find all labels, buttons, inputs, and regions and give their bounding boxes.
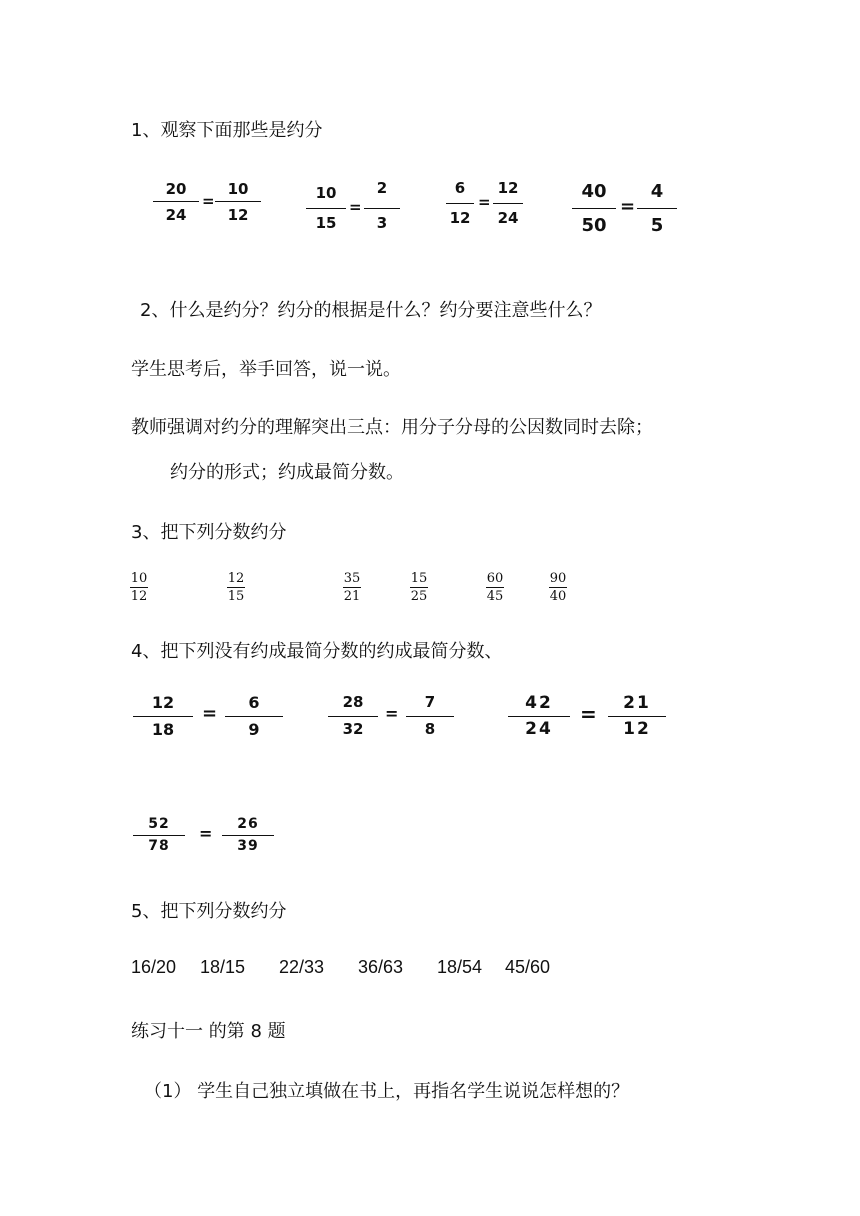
fraction-bar (227, 587, 245, 588)
fraction-text: 18/54 (437, 957, 483, 977)
denominator: 15 (315, 214, 337, 232)
numerator: 21 (623, 693, 651, 713)
denominator: 50 (581, 215, 607, 236)
fraction-bar (493, 203, 523, 204)
numerator: 26 (237, 816, 259, 832)
denominator: 40 (549, 589, 567, 604)
section-2-title: 2、什么是约分？约分的根据是什么？约分要注意些什么？ (140, 300, 602, 321)
fraction-bar (364, 208, 400, 209)
numerator: 60 (486, 571, 504, 586)
fraction-text: 18/15 (200, 957, 246, 977)
numerator: 6 (454, 179, 466, 197)
fraction-bar (328, 716, 378, 717)
fraction-bar (222, 835, 274, 836)
fraction-bar (608, 716, 666, 717)
numerator: 2 (376, 179, 388, 197)
numerator: 4 (650, 181, 664, 202)
numerator: 52 (148, 816, 170, 832)
equals-sign: = (580, 702, 597, 726)
section-1-title: 1、观察下面那些是约分 (131, 120, 323, 141)
numerator: 10 (130, 571, 148, 586)
fraction (215, 178, 261, 226)
denominator: 78 (148, 838, 170, 854)
fraction (608, 692, 666, 742)
fraction-bar (153, 201, 199, 202)
fraction (508, 692, 570, 742)
section-3-title: 3、把下列分数约分 (131, 522, 287, 543)
fraction-bar (508, 716, 570, 717)
fraction-bar (133, 716, 193, 717)
numerator: 12 (227, 571, 245, 586)
numerator: 42 (525, 693, 553, 713)
denominator: 8 (424, 720, 436, 738)
fraction-text: 45/60 (505, 957, 551, 977)
numerator: 6 (248, 693, 260, 712)
fraction (572, 180, 616, 238)
fraction (306, 183, 346, 233)
numerator: 12 (497, 179, 519, 197)
denominator: 3 (376, 214, 388, 232)
equals-sign: = (620, 196, 636, 217)
fraction (549, 571, 567, 604)
denominator: 39 (237, 838, 259, 854)
denominator: 5 (650, 215, 664, 236)
denominator: 25 (410, 589, 428, 604)
exercise-title: 练习十一 的第 8 题 (131, 1021, 286, 1042)
section-4-title: 4、把下列没有约成最简分数的约成最简分数、 (131, 641, 503, 662)
fraction (446, 178, 474, 230)
numerator: 28 (342, 693, 364, 711)
fraction (410, 571, 428, 604)
denominator: 45 (486, 589, 504, 604)
numerator: 12 (151, 693, 175, 712)
fraction-bar (410, 587, 428, 588)
denominator: 21 (343, 589, 361, 604)
fraction-bar (406, 716, 454, 717)
denominator: 24 (525, 719, 553, 739)
denominator: 15 (227, 589, 245, 604)
fraction (637, 180, 677, 238)
fraction (343, 571, 361, 604)
fraction (133, 814, 185, 858)
fraction (130, 571, 148, 604)
equals-sign: = (202, 192, 215, 210)
fraction-bar (446, 203, 474, 204)
fraction-bar (133, 835, 185, 836)
denominator: 12 (623, 719, 651, 739)
fraction-bar (306, 208, 346, 209)
fraction (328, 692, 378, 742)
fraction (225, 692, 283, 742)
fraction-text: 22/33 (279, 957, 325, 977)
numerator: 40 (581, 181, 607, 202)
fraction-bar (637, 208, 677, 209)
denominator: 12 (449, 209, 471, 227)
numerator: 35 (343, 571, 361, 586)
fraction (227, 571, 245, 604)
denominator: 9 (248, 720, 260, 739)
equals-sign: = (199, 824, 213, 843)
fraction (364, 178, 400, 233)
fraction (133, 692, 193, 742)
denominator: 24 (165, 206, 187, 224)
fraction-bar (549, 587, 567, 588)
fraction (406, 692, 454, 742)
equals-sign: = (349, 198, 362, 216)
numerator: 15 (410, 571, 428, 586)
equals-sign: = (478, 193, 491, 211)
fraction-bar (130, 587, 148, 588)
fraction (153, 178, 199, 226)
paragraph: 学生思考后，举手回答，说一说。 (131, 359, 401, 380)
fraction-bar (343, 587, 361, 588)
fraction-bar (572, 208, 616, 209)
numerator: 7 (424, 693, 436, 711)
fraction-bar (486, 587, 504, 588)
numerator: 90 (549, 571, 567, 586)
fraction-text: 36/63 (358, 957, 404, 977)
exercise-item: （1） 学生自己独立填做在书上，再指名学生说说怎样想的？ (144, 1081, 630, 1102)
paragraph: 教师强调对约分的理解突出三点：用分子分母的公因数同时去除； (131, 417, 653, 438)
fraction (493, 178, 523, 230)
denominator: 24 (497, 209, 519, 227)
equals-sign: = (385, 704, 399, 723)
fraction (222, 814, 274, 858)
denominator: 18 (151, 720, 175, 739)
numerator: 20 (165, 180, 187, 198)
paragraph: 约分的形式；约成最简分数。 (170, 462, 404, 483)
fraction-text: 16/20 (131, 957, 177, 977)
denominator: 12 (227, 206, 249, 224)
numerator: 10 (315, 184, 337, 202)
denominator: 32 (342, 720, 364, 738)
numerator: 10 (227, 180, 249, 198)
section-5-title: 5、把下列分数约分 (131, 901, 287, 922)
fraction-bar (215, 201, 261, 202)
denominator: 12 (130, 589, 148, 604)
equals-sign: = (202, 703, 218, 724)
fraction-bar (225, 716, 283, 717)
fraction (486, 571, 504, 604)
